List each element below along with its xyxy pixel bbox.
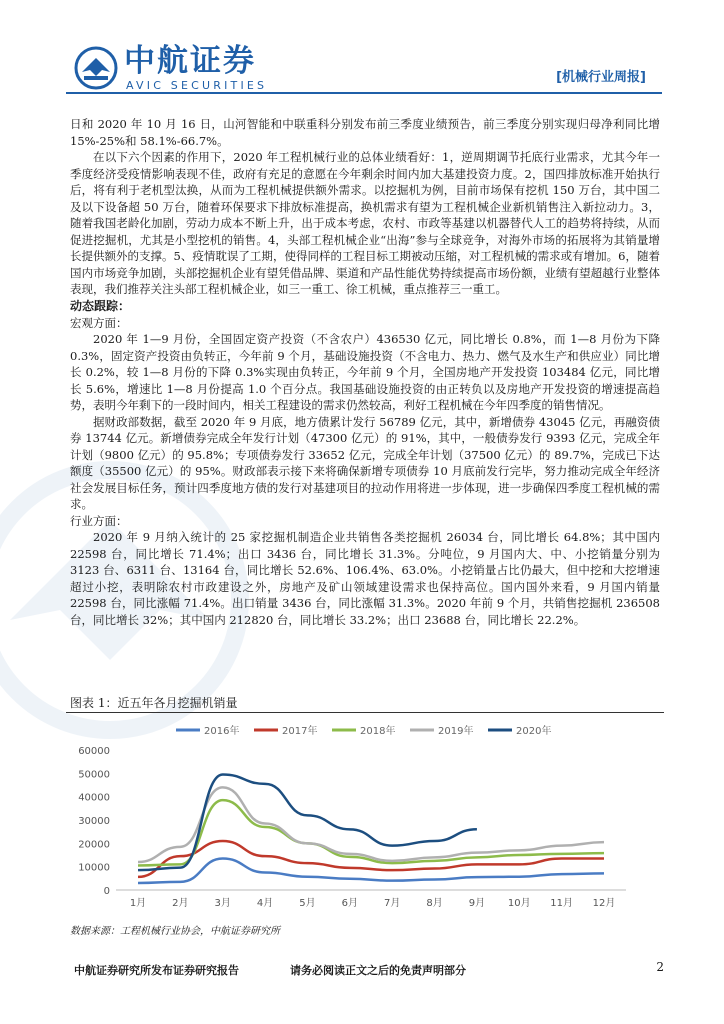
legend-label: 2019年 bbox=[438, 726, 474, 737]
x-tick-label: 1月 bbox=[129, 898, 147, 909]
x-tick-label: 8月 bbox=[426, 898, 443, 909]
legend-label: 2016年 bbox=[204, 726, 240, 737]
x-tick-label: 12月 bbox=[592, 898, 616, 909]
section-heading-dynamic: 动态跟踪： bbox=[70, 298, 131, 313]
page-header bbox=[0, 0, 724, 105]
x-tick-label: 9月 bbox=[468, 898, 486, 909]
x-tick-label: 5月 bbox=[299, 898, 316, 909]
excavator-sales-chart bbox=[66, 714, 664, 918]
paragraph-3: 2020 年 1—9 月份，全国固定资产投资（不含农户）436530 亿元，同比增长 0.8%，而 1—8 月份为下降 0.3%，固定资产投资由负转正，今年前 9 个月，基础设施投资（不含电力、热力、燃气及水生产和供应业）同比增长 0.2%，较 1—8 月份的下降 0.3%实现由负转正，今年前 9 个月，全国房地产开发投资 103484 亿元，同比增长 5.6%，增速比 1—8 月份提高 1.0 个百分点。我国基础设施投资的由正转负以及房地产开发投资的增速提高趋势，表明今年剩下的一段时间内，相关工程建设的需求仍然较高，利好工程机械在今年四季度的销售情况。 bbox=[70, 332, 660, 412]
logo-text-en: AVIC SECURITIES bbox=[126, 79, 268, 92]
logo-text-cn: 中航证券 bbox=[124, 43, 256, 79]
subheading-industry: 行业方面： bbox=[70, 513, 128, 528]
paragraph-1: 日和 2020 年 10 月 16 日，山河智能和中联重科分别发布前三季度业绩预告，前三季度分别实现归母净利同比增 15%-25%和 58.1%-66.7%。 bbox=[70, 117, 660, 148]
series-line-2018年 bbox=[138, 800, 604, 865]
x-tick-label: 10月 bbox=[507, 898, 531, 909]
report-body bbox=[70, 116, 660, 628]
avic-logo-icon bbox=[74, 46, 118, 90]
figure-source: 数据来源：工程机械行业协会，中航证券研究所 bbox=[70, 926, 280, 937]
x-tick-label: 6月 bbox=[341, 898, 359, 909]
x-tick-label: 11月 bbox=[550, 898, 574, 909]
legend-label: 2017年 bbox=[282, 726, 318, 737]
footer-right: 请务必阅读正文之后的免责声明部分 bbox=[290, 964, 466, 977]
legend-label: 2020年 bbox=[516, 726, 552, 737]
paragraph-4: 据财政部数据，截至 2020 年 9 月底，地方债累计发行 56789 亿元，其中，新增债券 43045 亿元，再融资债券 13744 亿元。新增债券完成全年发行计划（47300 亿元）的 91%，其中，一般债券发行 9393 亿元，完成全年计划（9800 亿元）的 95.8%；专项债券发行 33652 亿元，完成全年计划（37500 亿元）的 89.7%，完成已下达额度（35500 亿元）的 95%。财政部表示接下来将确保新增专项债券 10 月底前发行完毕，努力推动完成全年经济社会发展目标任务，预计四季度地方债的发行对基建项目的拉动作用将进一步体现，进一步确保四季度工程机械的需求。 bbox=[70, 414, 660, 511]
figure-title: 图表 1：近五年各月挖掘机销量 bbox=[70, 696, 238, 710]
y-tick-label: 20000 bbox=[78, 839, 110, 851]
y-tick-label: 40000 bbox=[78, 792, 110, 804]
y-tick-label: 0 bbox=[103, 886, 110, 897]
y-tick-label: 60000 bbox=[78, 746, 110, 757]
figure-divider bbox=[66, 712, 664, 713]
legend-label: 2018年 bbox=[360, 726, 396, 737]
x-tick-label: 2月 bbox=[172, 898, 189, 909]
y-tick-label: 50000 bbox=[78, 769, 110, 781]
paragraph-2: 在以下六个因素的作用下，2020 年工程机械行业的总体业绩看好：1，逆周期调节托底行业需求，尤其今年一季度经济受疫情影响表现不佳，政府有充足的意愿在今年剩余时间内加大基建投资力度。2，国四排放标准开始执行后，将有利于老机型汰换，从而为工程机械提供额外需求。以挖掘机为例，目前市场保有挖机 150 万台，其中国二及以下设备超 50 万台，随着环保要求下排放标准提高，换机需求有望为工程机械企业新机销售注入新拉动力。3，随着我国老龄化加剧，劳动力成本不断上升，出于成本考虑，农村、市政等基建以机器替代人工的趋势将持续，从而促进挖掘机，尤其是小型挖机的销售。4，头部工程机械企业“出海”参与全球竞争，对海外市场的拓展将为其销量增长提供额外的支撑。5、疫情耽误了工期，使得同样的工程目标工期被动压缩，对工程机械的需求或有增加。6，随着国内市场竞争加剧，头部挖掘机企业有望凭借品牌、渠道和产品性能优势持续提高市场份额，业绩有望超越行业整体表现，我们推荐关注头部工程机械企业，如三一重工、徐工机械，重点推荐三一重工。 bbox=[70, 150, 660, 296]
x-tick-label: 7月 bbox=[383, 898, 401, 909]
report-tag: [机械行业周报] bbox=[556, 70, 646, 85]
y-tick-label: 30000 bbox=[78, 816, 110, 827]
x-tick-label: 3月 bbox=[214, 898, 231, 909]
x-tick-label: 4月 bbox=[256, 898, 274, 909]
page-number: 2 bbox=[656, 960, 664, 974]
paragraph-5: 2020 年 9 月纳入统计的 25 家挖掘机制造企业共销售各类挖掘机 26034 台，同比增长 64.8%；其中国内 22598 台，同比增长 71.4%；出口 3436 台，同比增长 31.3%。分吨位，9 月国内大、中、小挖销量分别为 3123 台、6311 台、13164 台，同比增长 52.6%、106.4%、63.0%。小挖销量占比仍最大，但中挖和大挖增速超过小挖，表明除农村市政建设之外，房地产及矿山领域建设需求也保持高位。国内国外来看，9 月国内销量 22598 台，同比涨幅 71.4%。出口销量 3436 台，同比涨幅 31.3%。2020 年前 9 个月，共销售挖掘机 236508 台，同比增长 32%；其中国内 212820 台，同比增长 33.2%；出口 23688 台，同比增长 22.2%。 bbox=[70, 530, 660, 627]
footer-left: 中航证券研究所发布证券研究报告 bbox=[74, 964, 239, 977]
subheading-macro: 宏观方面： bbox=[70, 315, 128, 330]
y-tick-label: 10000 bbox=[78, 862, 110, 874]
header-divider bbox=[66, 92, 662, 94]
